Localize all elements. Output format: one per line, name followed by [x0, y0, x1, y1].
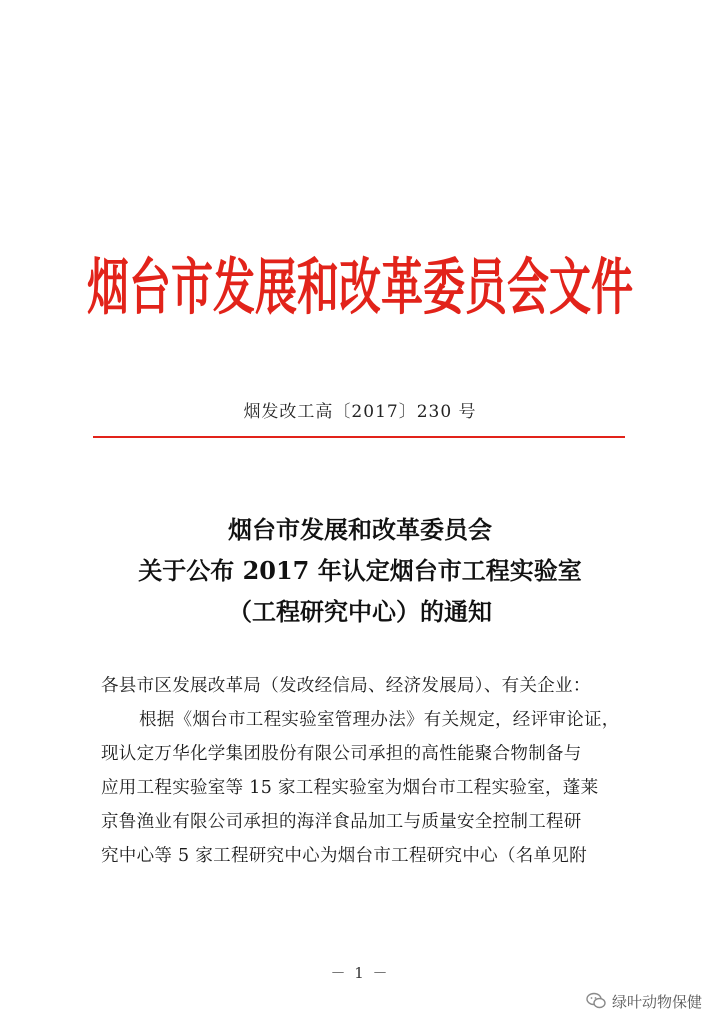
- body-line: 京鲁渔业有限公司承担的海洋食品加工与质量安全控制工程研: [101, 812, 582, 832]
- chat-bubble-icon: [586, 992, 606, 1010]
- notice-title-line-3: （工程研究中心）的通知: [228, 597, 492, 626]
- body-line: 究中心等 5 家工程研究中心为烟台市工程研究中心（名单见附: [101, 846, 587, 866]
- body-line: 根据《烟台市工程实验室管理办法》有关规定，经评审论证，: [139, 710, 620, 730]
- org-header-title: 烟台市发展和改革委员会文件: [86, 251, 633, 323]
- page-number: － 1 －: [330, 964, 390, 982]
- watermark-text: 绿叶动物保健: [611, 992, 702, 1011]
- header-divider: [93, 436, 625, 438]
- body-line: 应用工程实验室等 15 家工程实验室为烟台市工程实验室，蓬莱: [101, 778, 599, 798]
- salutation: 各县市区发展改革局（发改经信局、经济发展局）、有关企业：: [101, 676, 591, 696]
- notice-title-line-1: 烟台市发展和改革委员会: [228, 515, 492, 544]
- watermark: [586, 989, 702, 1013]
- notice-title-line-2: 关于公布 2017 年认定烟台市工程实验室: [138, 556, 582, 585]
- body-line: 现认定万华化学集团股份有限公司承担的高性能聚合物制备与: [101, 744, 582, 764]
- document-number: 烟发改工高〔2017〕230 号: [243, 402, 477, 422]
